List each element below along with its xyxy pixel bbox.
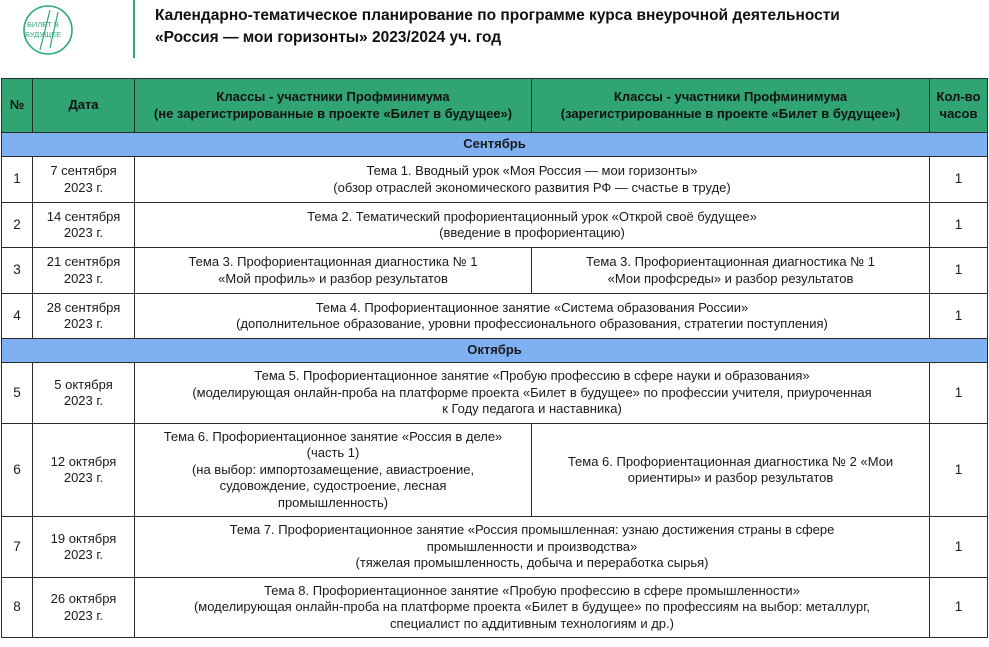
header-registered xyxy=(532,79,930,133)
table-row xyxy=(2,157,988,203)
logo-line2: БУДУЩЕЕ xyxy=(25,30,62,39)
date-line1: 12 октября xyxy=(50,453,117,469)
row-topic xyxy=(135,294,930,339)
table-row xyxy=(2,203,988,248)
topic-line: Тема 3. Профориентационная диагностика № 1 xyxy=(585,254,876,269)
date-line2: 2023 г. xyxy=(63,547,104,562)
date-line2: 2023 г. xyxy=(63,607,104,623)
topic-line: промышленности и производства» xyxy=(426,538,638,554)
topic-line: к Году педагога и наставника) xyxy=(442,401,622,417)
month-label: Сентябрь xyxy=(2,133,988,157)
topic-line: (моделирующая онлайн-проба на платформе проекта «Билет в будущее» по профессиям на выбор: металлург, xyxy=(193,599,871,615)
row-topic xyxy=(135,203,930,248)
table-row xyxy=(2,424,988,517)
row-topic-unregistered xyxy=(135,248,532,294)
row-topic xyxy=(135,578,930,638)
logo-line1: БИЛЕТ В xyxy=(27,20,59,29)
header-hours xyxy=(930,79,988,133)
page-title xyxy=(155,5,840,49)
row-num: 2 xyxy=(2,203,33,248)
row-hours: 1 xyxy=(930,424,988,517)
row-hours: 1 xyxy=(930,517,988,578)
row-hours: 1 xyxy=(930,248,988,294)
topic-line: (тяжелая промышленность, добыча и переработка сырья) xyxy=(355,555,709,571)
topic-line: Тема 6. Профориентационная диагностика № 2 «Мои xyxy=(567,453,894,469)
row-topic-unregistered xyxy=(135,424,532,517)
topic-line: (обзор отраслей экономического развития РФ — счастье в труде) xyxy=(333,179,731,195)
row-date xyxy=(33,517,135,578)
row-topic xyxy=(135,157,930,203)
document-header xyxy=(0,0,989,68)
table-row xyxy=(2,294,988,339)
row-date xyxy=(33,203,135,248)
topic-line: (введение в профориентацию) xyxy=(439,225,625,240)
topic-line: Тема 3. Профориентационная диагностика № 1 xyxy=(188,254,478,269)
row-topic xyxy=(135,363,930,424)
date-line1: 26 октября xyxy=(50,591,117,606)
date-line2: 2023 г. xyxy=(63,393,104,408)
header-registered-line1: Классы - участники Профминимума xyxy=(613,89,848,104)
topic-line: (на выбор: импортозамещение, авиастроение, xyxy=(191,461,475,477)
row-hours: 1 xyxy=(930,578,988,638)
title-line2: «Россия — мои горизонты» 2023/2024 уч. год xyxy=(155,29,502,46)
topic-line: промышленность) xyxy=(277,494,389,510)
header-unregistered-line1: Классы - участники Профминимума xyxy=(216,89,450,104)
date-line1: 5 октября xyxy=(54,376,113,392)
header-num: № xyxy=(2,79,33,133)
table-row xyxy=(2,363,988,424)
topic-line: (часть 1) xyxy=(306,445,360,461)
date-line2: 2023 г. xyxy=(63,225,104,240)
row-date xyxy=(33,157,135,203)
topic-line: Тема 5. Профориентационное занятие «Пробую профессию в сфере науки и образования» xyxy=(254,368,810,384)
topic-line: специалист по аддитивным технологиям и др.) xyxy=(390,615,674,631)
table-row xyxy=(2,578,988,638)
date-line1: 21 сентября xyxy=(46,254,121,269)
row-num: 4 xyxy=(2,294,33,339)
date-line2: 2023 г. xyxy=(63,270,104,286)
row-date xyxy=(33,363,135,424)
row-num: 5 xyxy=(2,363,33,424)
topic-line: «Мой профиль» и разбор результатов xyxy=(218,270,448,286)
topic-line: ориентиры» и разбор результатов xyxy=(627,470,834,485)
row-topic-registered xyxy=(532,424,930,517)
topic-line: Тема 7. Профориентационное занятие «Россия промышленная: узнаю достижения страны в сфере xyxy=(229,522,835,538)
header-unregistered xyxy=(135,79,532,133)
row-date xyxy=(33,294,135,339)
header-hours-line1: Кол-во xyxy=(936,89,981,104)
title-line1: Календарно-тематическое планирование по программе курса внеурочной деятельности xyxy=(155,7,840,24)
topic-line: (дополнительное образование, уровни профессионального образования, стратегии поступления) xyxy=(236,316,828,331)
row-date xyxy=(33,248,135,294)
header-date: Дата xyxy=(33,79,135,133)
month-row-october xyxy=(2,339,988,363)
row-num: 1 xyxy=(2,157,33,203)
topic-line: Тема 1. Вводный урок «Моя Россия — мои горизонты» xyxy=(366,163,698,178)
row-date xyxy=(33,424,135,517)
row-topic-registered xyxy=(532,248,930,294)
topic-line: судовождение, судостроение, лесная xyxy=(219,478,447,494)
date-line2: 2023 г. xyxy=(63,179,104,195)
topic-line: «Мои профсреды» и разбор результатов xyxy=(607,270,854,286)
row-num: 7 xyxy=(2,517,33,578)
row-hours: 1 xyxy=(930,294,988,339)
date-line1: 28 сентября xyxy=(46,299,121,315)
table-row xyxy=(2,248,988,294)
topic-line: Тема 6. Профориентационное занятие «Россия в деле» xyxy=(163,428,503,444)
date-line1: 7 сентября xyxy=(50,163,117,178)
date-line1: 14 сентября xyxy=(46,208,121,224)
row-num: 8 xyxy=(2,578,33,638)
row-num: 6 xyxy=(2,424,33,517)
date-line1: 19 октября xyxy=(50,530,117,546)
table-header-row xyxy=(2,79,988,133)
date-line2: 2023 г. xyxy=(63,470,104,485)
header-divider xyxy=(133,0,135,58)
row-date xyxy=(33,578,135,638)
table-row xyxy=(2,517,988,578)
header-unregistered-line2: (не зарегистрированные в проекте «Билет в будущее») xyxy=(153,105,513,121)
header-registered-line2: (зарегистрированные в проекте «Билет в будущее») xyxy=(560,105,901,121)
month-label: Октябрь xyxy=(2,339,988,363)
row-num: 3 xyxy=(2,248,33,294)
date-line2: 2023 г. xyxy=(63,316,104,331)
row-hours: 1 xyxy=(930,203,988,248)
row-hours: 1 xyxy=(930,363,988,424)
ticket-to-future-logo-icon xyxy=(20,4,76,56)
topic-line: Тема 4. Профориентационное занятие «Система образования России» xyxy=(315,299,749,315)
topic-line: Тема 2. Тематический профориентационный урок «Открой своё будущее» xyxy=(307,208,757,224)
row-hours: 1 xyxy=(930,157,988,203)
topic-line: Тема 8. Профориентационное занятие «Пробую профессию в сфере промышленности» xyxy=(264,582,800,598)
header-hours-line2: часов xyxy=(939,105,978,121)
planning-table xyxy=(1,78,988,638)
month-row-september xyxy=(2,133,988,157)
row-topic xyxy=(135,517,930,578)
topic-line: (моделирующая онлайн-проба на платформе проекта «Билет в будущее» по профессии учителя, приуроченная xyxy=(192,384,872,400)
